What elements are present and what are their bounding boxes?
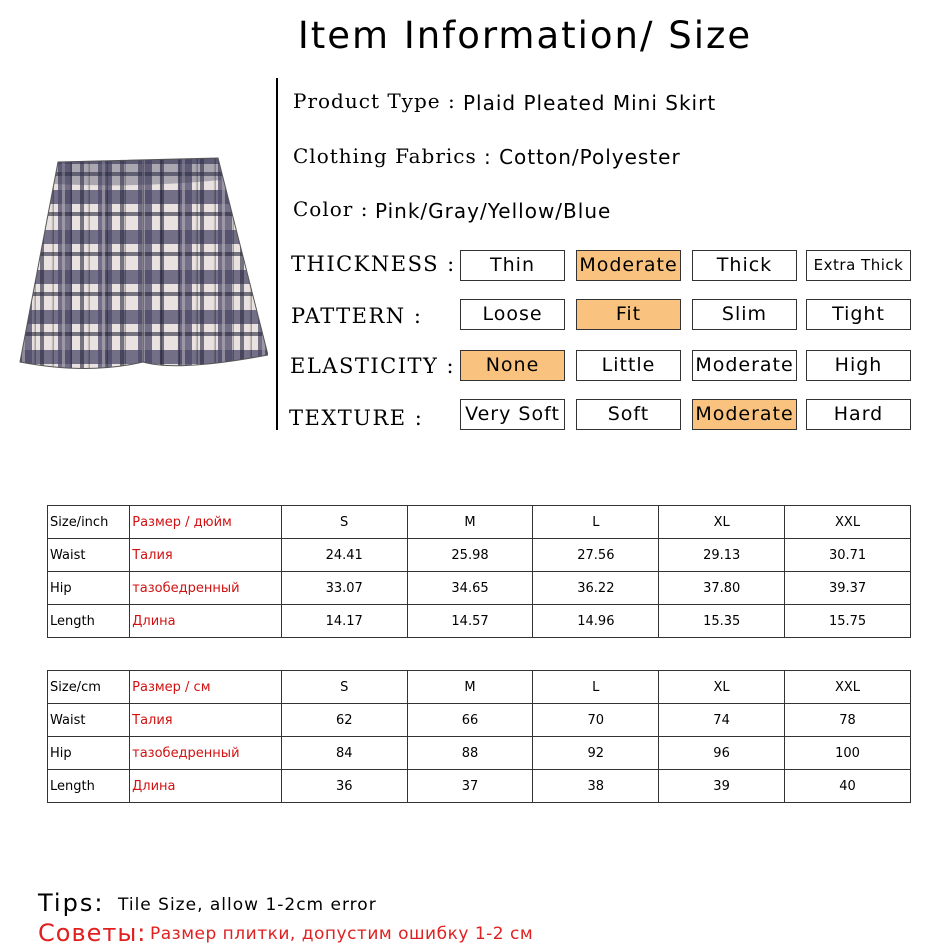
pattern-option-slim: Slim <box>692 299 797 330</box>
table-cell: 24.41 <box>281 539 407 572</box>
table-cell: 70 <box>533 704 659 737</box>
divider-line <box>276 78 278 430</box>
table-cell: 30.71 <box>785 539 911 572</box>
thickness-option-thin: Thin <box>460 250 565 281</box>
table-cell: 100 <box>784 737 910 770</box>
table-cell: XL <box>659 671 785 704</box>
table-row <box>48 671 911 704</box>
tips-text: Tile Size, allow 1-2cm error <box>118 895 377 915</box>
table-cell: 14.96 <box>533 605 659 638</box>
table-cell: 14.17 <box>281 605 407 638</box>
tips-label: Tips: <box>38 889 105 917</box>
table-cell: 29.13 <box>659 539 785 572</box>
table-cell: 39.37 <box>785 572 911 605</box>
tips-ru-text: Размер плитки, допустим ошибку 1-2 см <box>150 924 534 944</box>
table-cell: Размер / см <box>130 671 282 704</box>
table-cell: XXL <box>784 671 910 704</box>
fabric-value: : Cotton/Polyester <box>484 145 681 169</box>
table-cell: 39 <box>659 770 785 803</box>
table-cell: 38 <box>533 770 659 803</box>
table-cell: 37.80 <box>659 572 785 605</box>
table-cell: 37 <box>407 770 533 803</box>
table-cell: 74 <box>659 704 785 737</box>
table-cell: 84 <box>281 737 407 770</box>
table-cell: L <box>533 671 659 704</box>
table-cell: XXL <box>785 506 911 539</box>
table-cell: 92 <box>533 737 659 770</box>
color-label: Color : <box>293 197 369 221</box>
table-cell: M <box>407 506 533 539</box>
color-value: Pink/Gray/Yellow/Blue <box>375 199 612 223</box>
table-cell: 36.22 <box>533 572 659 605</box>
table-cell: 40 <box>784 770 910 803</box>
texture-option-very-soft: Very Soft <box>460 399 565 430</box>
table-cell: 78 <box>784 704 910 737</box>
table-cell: 15.75 <box>785 605 911 638</box>
tips-ru-label: Советы: <box>38 919 147 947</box>
table-cell: 25.98 <box>407 539 533 572</box>
table-cell: 15.35 <box>659 605 785 638</box>
table-cell: 33.07 <box>281 572 407 605</box>
table-cell: 34.65 <box>407 572 533 605</box>
table-row <box>48 704 911 737</box>
product-type-value: Plaid Pleated Mini Skirt <box>463 91 717 115</box>
pattern-option-loose: Loose <box>460 299 565 330</box>
table-cell: 62 <box>281 704 407 737</box>
table-cell: тазобедренный <box>130 737 282 770</box>
thickness-label: THICKNESS : <box>291 252 456 276</box>
elasticity-option-none: None <box>460 350 565 381</box>
table-cell: Size/cm <box>48 671 130 704</box>
plaid-skirt-image <box>18 150 268 382</box>
elasticity-label: ELASTICITY : <box>290 354 456 378</box>
table-cell: тазобедренный <box>130 572 282 605</box>
table-cell: S <box>281 671 407 704</box>
texture-option-moderate: Moderate <box>692 399 797 430</box>
size-table-cm <box>47 670 911 803</box>
table-cell: M <box>407 671 533 704</box>
table-cell: 36 <box>281 770 407 803</box>
table-cell: Waist <box>48 704 130 737</box>
elasticity-option-moderate: Moderate <box>692 350 797 381</box>
table-cell: Талия <box>130 539 282 572</box>
table-cell: Hip <box>48 737 130 770</box>
table-cell: Размер / дюйм <box>130 506 282 539</box>
table-row <box>48 737 911 770</box>
elasticity-option-little: Little <box>576 350 681 381</box>
table-cell: Waist <box>48 539 130 572</box>
texture-option-hard: Hard <box>806 399 911 430</box>
table-row <box>48 605 911 638</box>
fabric-label: Clothing Fabrics <box>293 144 477 168</box>
thickness-option-thick: Thick <box>692 250 797 281</box>
table-cell: L <box>533 506 659 539</box>
table-cell: 27.56 <box>533 539 659 572</box>
texture-option-soft: Soft <box>576 399 681 430</box>
table-row <box>48 506 911 539</box>
table-row <box>48 770 911 803</box>
table-cell: Length <box>48 605 130 638</box>
table-cell: Талия <box>130 704 282 737</box>
size-table-inch <box>47 505 911 638</box>
thickness-option-moderate: Moderate <box>576 250 681 281</box>
table-cell: XL <box>659 506 785 539</box>
table-row <box>48 539 911 572</box>
table-row <box>48 572 911 605</box>
texture-label: TEXTURE : <box>289 406 424 430</box>
table-cell: Size/inch <box>48 506 130 539</box>
pattern-option-fit: Fit <box>576 299 681 330</box>
table-cell: 88 <box>407 737 533 770</box>
table-cell: 66 <box>407 704 533 737</box>
table-cell: 96 <box>659 737 785 770</box>
product-type-label: Product Type : <box>293 89 456 113</box>
elasticity-option-high: High <box>806 350 911 381</box>
pattern-label: PATTERN : <box>291 304 423 328</box>
table-cell: 14.57 <box>407 605 533 638</box>
table-cell: Длина <box>130 770 282 803</box>
table-cell: Hip <box>48 572 130 605</box>
table-cell: Длина <box>130 605 282 638</box>
thickness-option-extra-thick: Extra Thick <box>806 250 911 281</box>
pattern-option-tight: Tight <box>806 299 911 330</box>
table-cell: Length <box>48 770 130 803</box>
page-title: Item Information/ Size <box>297 14 753 57</box>
table-cell: S <box>281 506 407 539</box>
